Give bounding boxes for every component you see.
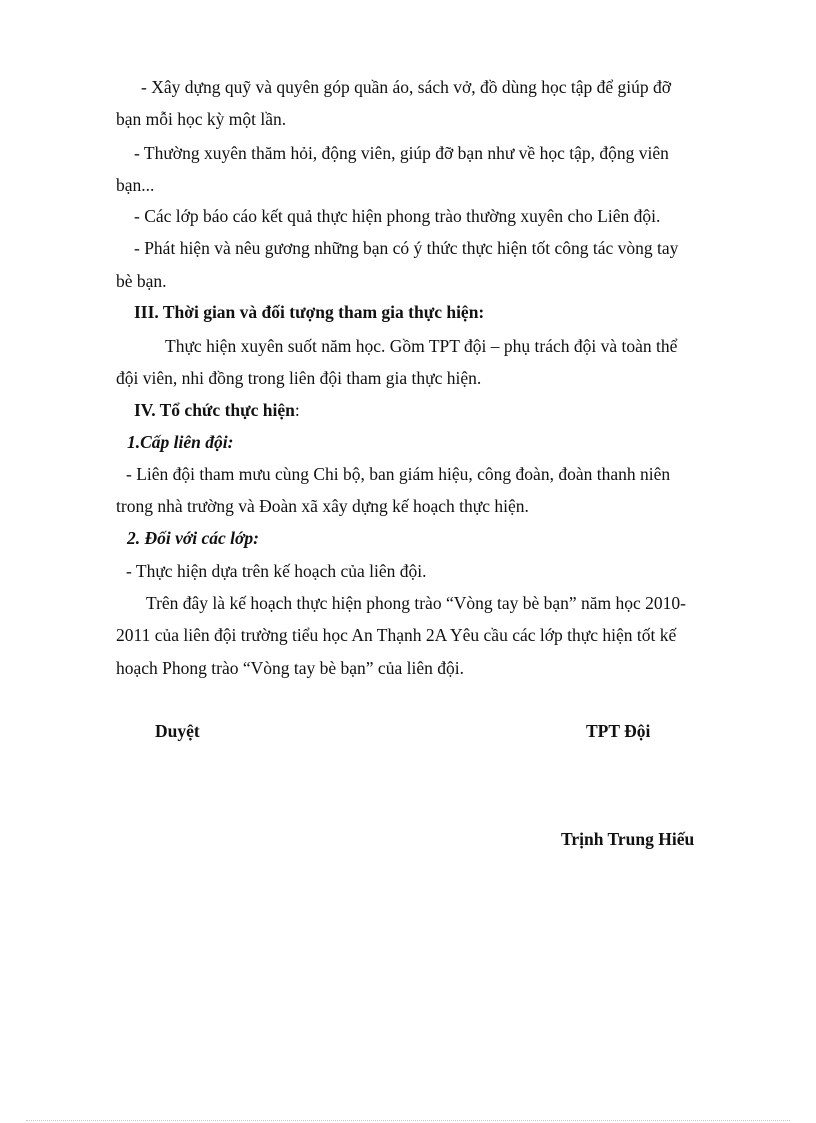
signature-right-name: Trịnh Trung Hiếu	[561, 829, 695, 849]
page-bottom-divider	[26, 1120, 790, 1121]
bullet-report-line1: - Các lớp báo cáo kết quả thực hiện phong trào thường xuyên cho Liên đội.	[134, 206, 661, 226]
section4-heading-text: IV. Tổ chức thực hiện	[134, 400, 295, 420]
section4-heading-colon: :	[294, 400, 300, 420]
bullet-fund-line2: bạn mỗi học kỳ một lần.	[116, 109, 287, 129]
section4-heading	[134, 399, 300, 421]
bullet-visit-line1: - Thường xuyên thăm hỏi, động viên, giúp đỡ bạn như về học tập, động viên	[134, 143, 669, 163]
closing-line2: 2011 của liên đội trường tiểu học An Thạnh 2A Yêu cầu các lớp thực hiện tốt kế	[116, 625, 677, 645]
signature-left-label: Duyệt	[155, 721, 200, 741]
closing-line1: Trên đây là kế hoạch thực hiện phong trào “Vòng tay bè bạn” năm học 2010-	[146, 593, 687, 613]
bullet-visit-line2: bạn...	[116, 175, 155, 195]
signature-right-label: TPT Đội	[586, 721, 651, 741]
bullet-example-line2: bè bạn.	[116, 271, 167, 291]
bullet-example-line1: - Phát hiện và nêu gương những bạn có ý thức thực hiện tốt công tác vòng tay	[134, 238, 679, 258]
section3-para-line2: đội viên, nhi đồng trong liên đội tham gia thực hiện.	[116, 368, 482, 388]
sub2-heading: 2. Đối với các lớp:	[127, 528, 260, 548]
sub1-line2: trong nhà trường và Đoàn xã xây dựng kế hoạch thực hiện.	[116, 496, 529, 516]
sub1-line1: - Liên đội tham mưu cùng Chi bộ, ban giám hiệu, công đoàn, đoàn thanh niên	[126, 464, 671, 484]
section3-para-line1: Thực hiện xuyên suốt năm học. Gồm TPT đội – phụ trách đội và toàn thể	[165, 336, 678, 356]
sub2-line1: - Thực hiện dựa trên kế hoạch của liên đội.	[126, 561, 427, 581]
bullet-fund-line1: - Xây dựng quỹ và quyên góp quần áo, sách vở, đồ dùng học tập để giúp đỡ	[141, 77, 672, 97]
section3-heading: III. Thời gian và đối tượng tham gia thực hiện:	[134, 302, 485, 322]
closing-line3: hoạch Phong trào “Vòng tay bè bạn” của liên đội.	[116, 658, 464, 678]
sub1-heading: 1.Cấp liên đội:	[127, 432, 234, 452]
